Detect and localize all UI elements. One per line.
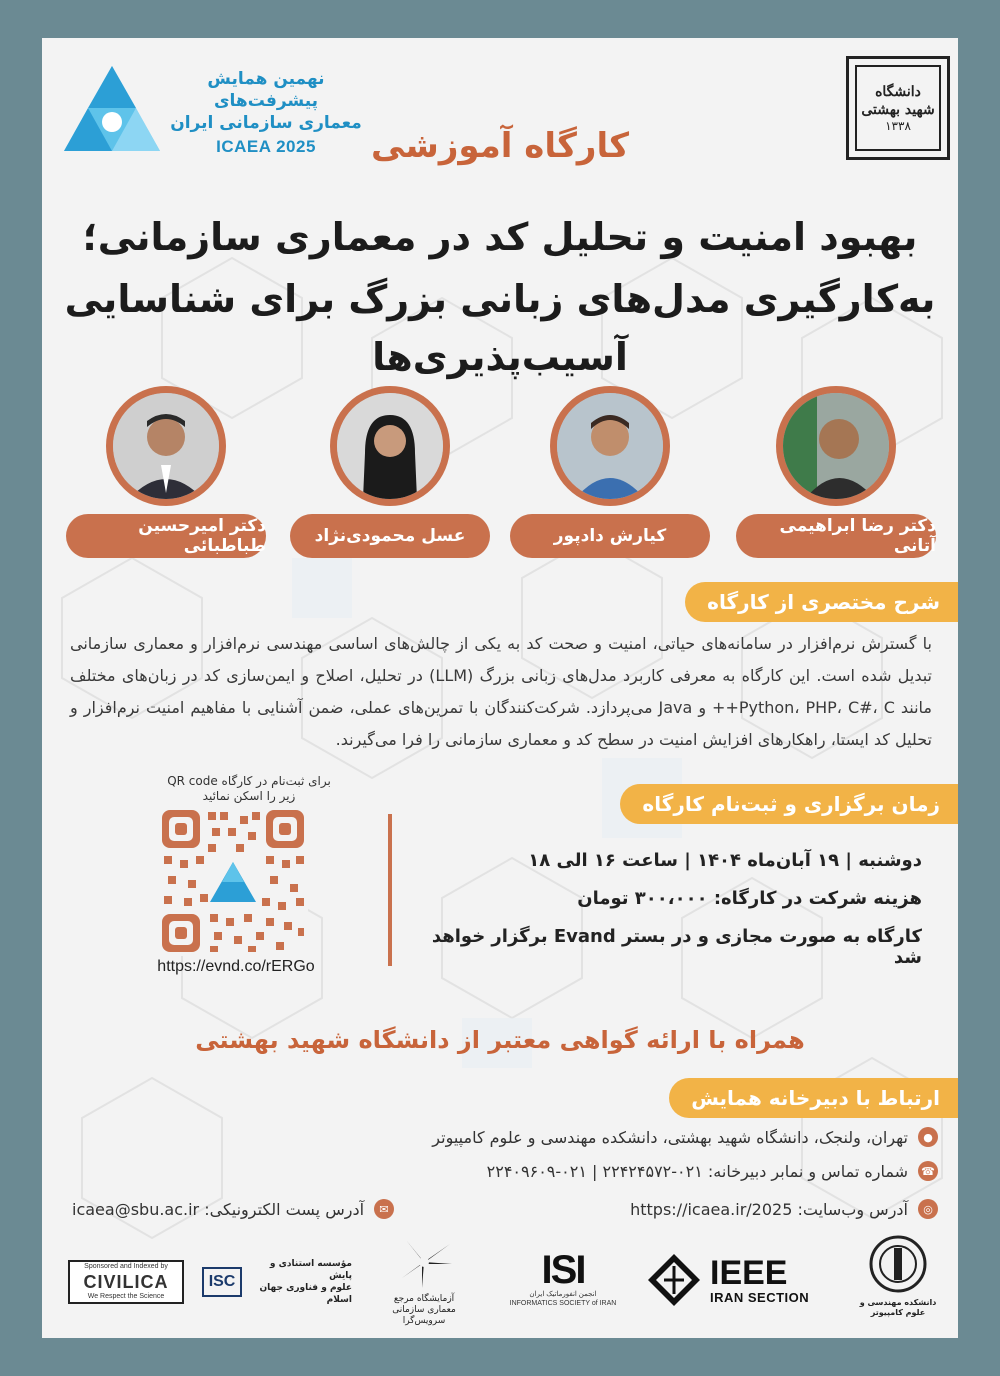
civilica-logo: [68, 1260, 184, 1304]
person-icon: [337, 393, 443, 499]
speaker-card: [66, 386, 266, 586]
isc-logo: [202, 1259, 352, 1305]
isc-text-line-2: علوم و فناوری جهان اسلام: [259, 1283, 352, 1305]
isi-text-en: INFORMATICS SOCIETY of IRAN: [509, 1300, 617, 1307]
contact-address: [432, 1124, 938, 1150]
contact-email[interactable]: [72, 1196, 394, 1222]
isc-abbr: ISC: [202, 1267, 242, 1297]
speaker-name: عسل محمودی‌نژاد: [290, 514, 490, 558]
workshop-title-line-2: به‌کارگیری مدل‌های زبانی بزرگ برای شناسایی آسیب‌پذیری‌ها: [64, 277, 936, 379]
speaker-name: دکتر رضا ابراهیمی آتانی: [736, 514, 936, 558]
workshop-fee: هزینه شرکت در کارگاه: ۳۰۰،۰۰۰ تومان: [577, 888, 922, 909]
university-logo-year: ۱۳۳۸: [885, 119, 911, 133]
speaker-name: دکتر امیرحسین طباطبائی: [66, 514, 266, 558]
ieee-diamond-icon: [646, 1252, 702, 1308]
swirl-icon: [394, 1234, 454, 1290]
person-icon: [557, 393, 663, 499]
isi-abbr: ISI: [541, 1248, 585, 1292]
location-icon: ●: [918, 1127, 938, 1147]
mail-icon: ✉: [374, 1199, 394, 1219]
description-heading: شرح مختصری از کارگاه: [685, 582, 958, 622]
ieee-name: IEEE: [710, 1253, 788, 1292]
ieee-iran-section-logo: [646, 1252, 826, 1308]
civilica-top-text: Sponsored and Indexed by: [84, 1263, 168, 1270]
speaker-card: [510, 386, 710, 586]
speaker-card: [736, 386, 936, 586]
conference-acronym: ICAEA 2025: [216, 137, 316, 156]
speaker-photo: [783, 393, 889, 499]
contact-website[interactable]: [630, 1196, 938, 1222]
globe-icon: ◎: [918, 1199, 938, 1219]
conference-line-1: نهمین همایش پیشرفت‌های: [207, 69, 325, 111]
faculty-emblem-icon: [868, 1234, 928, 1294]
workshop-platform: کارگاه به صورت مجازی و در بستر Evand برگزار خواهد شد: [431, 926, 922, 968]
speaker-card: [290, 386, 490, 586]
speaker-photo: [557, 393, 663, 499]
workshop-title-line-1: بهبود امنیت و تحلیل کد در معماری سازمانی؛: [82, 215, 918, 259]
conference-line-2: معماری سازمانی ایران: [170, 113, 362, 133]
university-logo-text: دانشگاه شهید بهشتی: [861, 84, 935, 118]
registration-heading: زمان برگزاری و ثبت‌نام کارگاه: [620, 784, 958, 824]
isc-text-line-1: مؤسسه استنادی و پایش: [269, 1259, 352, 1281]
qr-code-icon[interactable]: [158, 806, 308, 956]
civilica-bottom-text: We Respect the Science: [87, 1293, 165, 1300]
qr-note: [154, 774, 344, 804]
contact-phone: [487, 1158, 938, 1184]
person-icon: [783, 393, 889, 499]
isc-text: [248, 1258, 352, 1306]
soa-lab-logo: [374, 1234, 474, 1326]
poster: [42, 38, 958, 1338]
website-text[interactable]: آدرس وب‌سایت: https://icaea.ir/2025: [630, 1199, 908, 1219]
vertical-divider: [388, 814, 392, 966]
soa-lab-text-2: معماری سازمانی سرویس‌گرا: [392, 1305, 456, 1326]
isi-text-fa: انجمن انفورماتیک ایران: [529, 1291, 597, 1298]
address-text: تهران، ولنجک، دانشگاه شهید بهشتی، دانشکده مهندسی و علوم کامپیوتر: [432, 1127, 908, 1147]
certificate-note: همراه با ارائه گواهی معتبر از دانشگاه شهید بهشتی: [195, 1026, 805, 1054]
contact-heading: ارتباط با دبیرخانه همایش: [669, 1078, 958, 1118]
isi-logo: [508, 1250, 618, 1310]
description-text: با گسترش نرم‌افزار در سامانه‌های حیاتی، امنیت و صحت کد به یکی از چالش‌های اساسی مهندسی نرم‌افزار و معماری سازمانی تبدیل شده است. این کارگاه به معرفی کاربرد مدل‌های زبانی بزرگ (LLM) در تحلیل، اصلاح و ایمن‌سازی کد در زبان‌های مختلف مانند Python، PHP، C#، C++ و Java می‌پردازد. شرکت‌کنندگان با تمرین‌های عملی، ضمن آشنایی با مفاهیم امنیت نرم‌افزار و تحلیل کد ایستا، راهکارهای افزایش امنیت در سطح کد و معماری سازمانی را فرا می‌گیرند.: [70, 634, 932, 749]
qr-note-line-1: برای ثبت‌نام در کارگاه QR code: [167, 774, 331, 788]
ieee-section: IRAN SECTION: [710, 1289, 810, 1305]
workshop-date: دوشنبه | ۱۹ آبان‌ماه ۱۴۰۴ | ساعت ۱۶ الی ۱۸: [528, 850, 922, 871]
email-text[interactable]: آدرس پست الکترونیکی: icaea@sbu.ac.ir: [72, 1199, 365, 1219]
phone-text: شماره تماس و نمابر دبیرخانه: ۰۲۱-۲۲۴۲۴۵۷۲ | ۰۲۱-۲۲۴۰۹۶۰۹: [486, 1161, 908, 1181]
qr-note-line-2: زیر را اسکن نمائید: [202, 789, 296, 803]
faculty-text: دانشکده مهندسی و علوم کامپیوتر: [859, 1298, 937, 1317]
speaker-name: کیارش دادپور: [510, 514, 710, 558]
person-icon: [113, 393, 219, 499]
speaker-photo: [113, 393, 219, 499]
soa-lab-text-1: آزمایشگاه مرجع: [393, 1294, 455, 1304]
workshop-type-heading: کارگاه آموزشی: [371, 126, 629, 166]
faculty-logo: [850, 1234, 946, 1318]
phone-icon: ☎: [918, 1161, 938, 1181]
speaker-photo: [337, 393, 443, 499]
registration-link[interactable]: https://evnd.co/rERGo: [157, 958, 315, 975]
civilica-name: CIVILICA: [83, 1272, 169, 1292]
